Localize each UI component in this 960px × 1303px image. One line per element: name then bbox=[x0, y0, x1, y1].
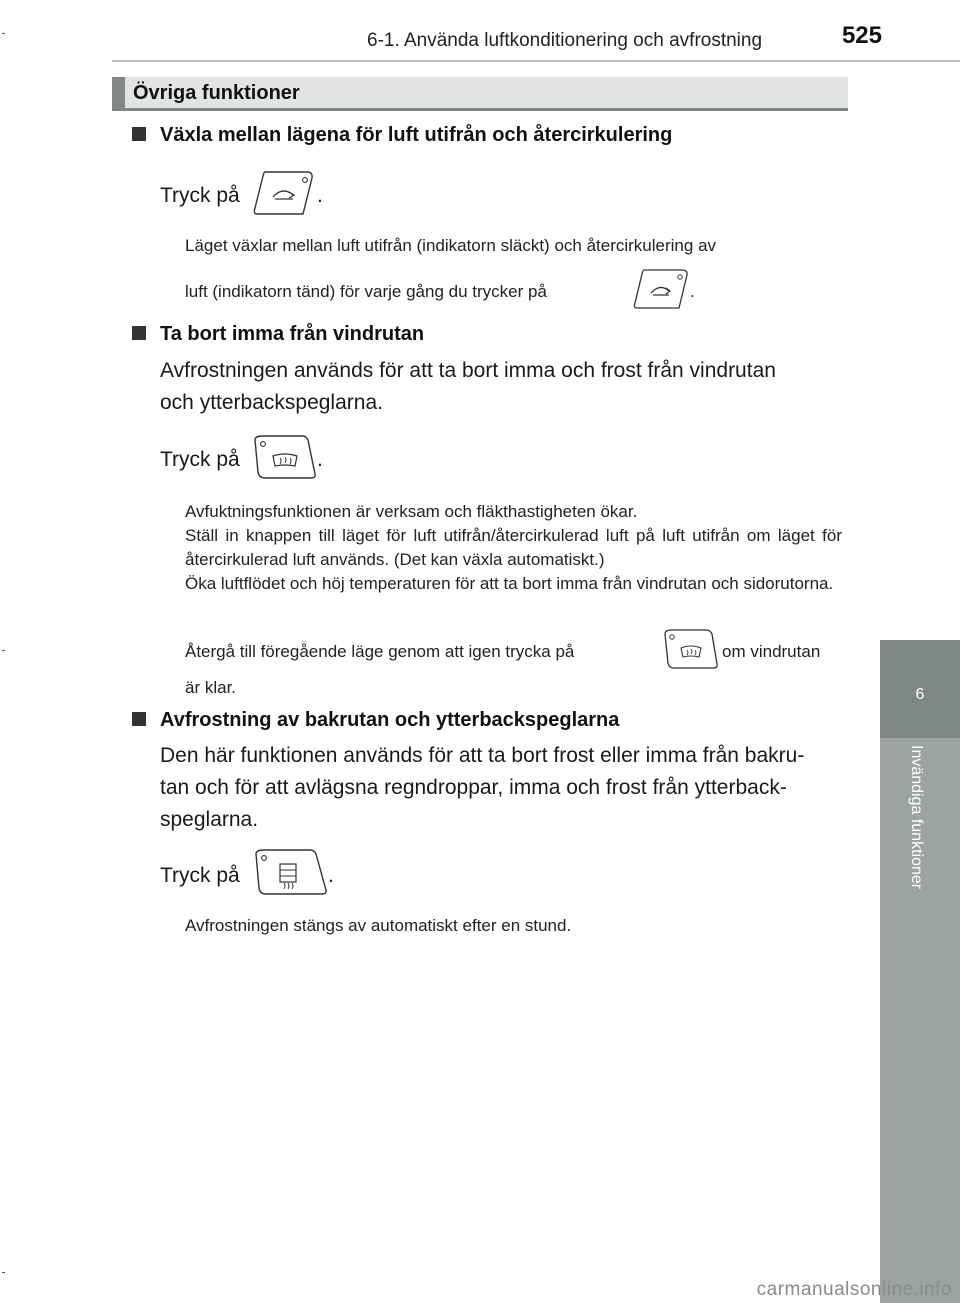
subsection-title: Avfrostning av bakrutan och ytterbackspeglarna bbox=[160, 709, 620, 731]
chapter-title-box bbox=[907, 745, 935, 935]
note-item: Avfrostningen stängs av automatiskt efter en stund. bbox=[185, 916, 572, 935]
description-line: Den här funktionen används för att ta bort frost eller imma från bakru- bbox=[160, 744, 805, 767]
press-prefix: Tryck på bbox=[160, 864, 240, 887]
note-line: Återgå till föregående läge genom att igen trycka på bbox=[185, 642, 575, 661]
square-bullet-icon bbox=[132, 127, 146, 141]
note-item: Ställ in knappen till läget för luft utifrån/återcirkulerad luft på luft utifrån om läget för återcirkulerad luft används. (Det kan växla automatiskt.) bbox=[185, 526, 842, 569]
note-line: luft (indikatorn tänd) för varje gång du trycker på bbox=[185, 282, 547, 301]
chapter-number: 6 bbox=[915, 686, 925, 703]
description-line: speglarna. bbox=[160, 808, 259, 831]
rear-defogger-button-icon bbox=[254, 848, 328, 896]
note-item: Öka luftflödet och höj temperaturen för att ta bort imma från vindrutan och sidorutorna. bbox=[185, 574, 834, 593]
note-line: om vindrutan bbox=[722, 642, 821, 661]
description-line: tan och för att avlägsna regndroppar, imma och frost från ytterback- bbox=[160, 776, 787, 799]
description-line: Avfrostningen används för att ta bort imma och frost från vindrutan bbox=[160, 359, 776, 382]
description-line: och ytterbackspeglarna. bbox=[160, 391, 383, 414]
square-bullet-icon bbox=[132, 326, 146, 340]
page-header bbox=[112, 20, 882, 60]
recirculation-button-icon bbox=[253, 170, 317, 216]
description-rear-defog bbox=[160, 740, 842, 836]
header-rule bbox=[112, 60, 960, 62]
subsection-title: Växla mellan lägena för luft utifrån och återcirkulering bbox=[160, 124, 673, 146]
section-heading bbox=[112, 77, 848, 111]
subsection-title: Ta bort imma från vindrutan bbox=[160, 323, 425, 345]
subsection-heading-recirculation bbox=[132, 124, 672, 147]
note-line: Läget växlar mellan luft utifrån (indikatorn släckt) och återcirkulering av bbox=[185, 236, 717, 255]
windshield-defogger-button-icon bbox=[253, 434, 317, 480]
note-rear-defog bbox=[185, 914, 842, 938]
crop-mark bbox=[2, 33, 5, 34]
note-item: Avfuktningsfunktionen är verksam och fläkthastigheten ökar. bbox=[185, 502, 638, 521]
press-prefix: Tryck på bbox=[160, 448, 240, 471]
press-prefix: Tryck på bbox=[160, 184, 240, 207]
recirculation-button-icon bbox=[633, 268, 691, 310]
press-suffix: . bbox=[328, 864, 334, 887]
notes-windshield-defog bbox=[185, 500, 842, 596]
chapter-tab bbox=[880, 640, 960, 738]
press-suffix: . bbox=[317, 184, 323, 207]
square-bullet-icon bbox=[132, 712, 146, 726]
watermark: carmanualsonline.info bbox=[756, 1279, 952, 1300]
description-windshield-defog bbox=[160, 355, 842, 419]
press-suffix: . bbox=[317, 448, 323, 471]
note-line: är klar. bbox=[185, 678, 237, 697]
subsection-heading-windshield-defog bbox=[132, 323, 424, 346]
chapter-title: Invändiga funktioner bbox=[908, 745, 925, 890]
subsection-heading-rear-defog bbox=[132, 709, 619, 732]
crop-mark bbox=[2, 1272, 5, 1273]
page-number: 525 bbox=[841, 22, 882, 49]
note-suffix: . bbox=[690, 282, 695, 301]
windshield-defogger-button-icon bbox=[663, 628, 719, 670]
crop-mark bbox=[2, 650, 5, 651]
header-title: 6-1. Använda luftkonditionering och avfrostning bbox=[367, 30, 763, 51]
section-title: Övriga funktioner bbox=[133, 82, 300, 104]
